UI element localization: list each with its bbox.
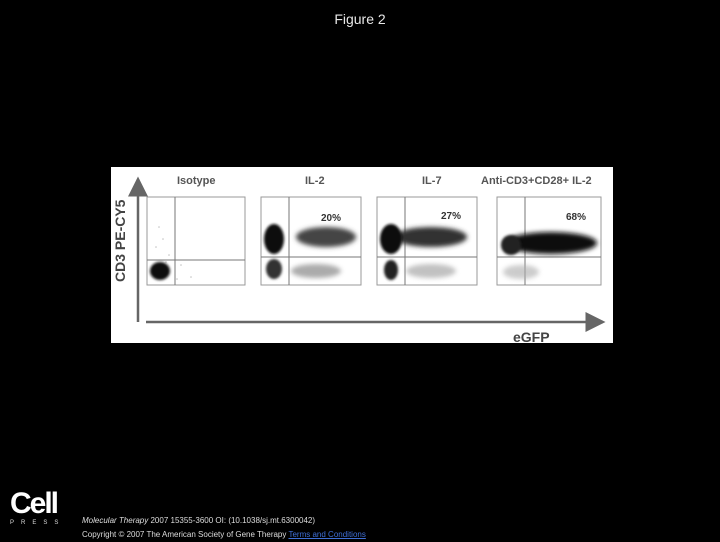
panel-title-anti-cd3: Anti-CD3+CD28+ IL-2	[481, 175, 592, 187]
panel-title-il7: IL-7	[422, 175, 442, 187]
plot-panel-anti-cd3-cd28-il2	[497, 197, 601, 285]
x-axis-label: eGFP	[513, 329, 550, 343]
figure-graphic	[111, 167, 613, 343]
plot-panel-il7	[377, 197, 477, 285]
journal-name: Molecular Therapy	[82, 516, 149, 525]
plot-panel-il2	[261, 197, 361, 285]
copyright-text: Copyright © 2007 The American Society of Gene Therapy	[82, 530, 289, 539]
citation-line	[82, 514, 366, 528]
citation-details: 2007 15355-3600 OI: (10.1038/sj.mt.6300042)	[148, 516, 316, 525]
cell-press-logo	[10, 489, 70, 529]
panel-title-il2: IL-2	[305, 175, 325, 187]
citation-footer	[82, 514, 366, 542]
percent-il2: 20%	[321, 213, 342, 224]
logo-sub-text: PRESS	[10, 520, 66, 526]
slide-title: Figure 2	[334, 11, 386, 27]
percent-il7: 27%	[441, 211, 462, 222]
flow-cytometry-figure	[111, 167, 613, 343]
plot-panel-isotype	[147, 197, 245, 285]
terms-link[interactable]: Terms and Conditions	[288, 530, 366, 539]
logo-main-text: Cell	[10, 487, 58, 520]
panel-title-isotype: Isotype	[177, 175, 216, 187]
y-axis-label: CD3 PE-CY5	[112, 199, 128, 282]
percent-anti-cd3: 68%	[566, 212, 587, 223]
